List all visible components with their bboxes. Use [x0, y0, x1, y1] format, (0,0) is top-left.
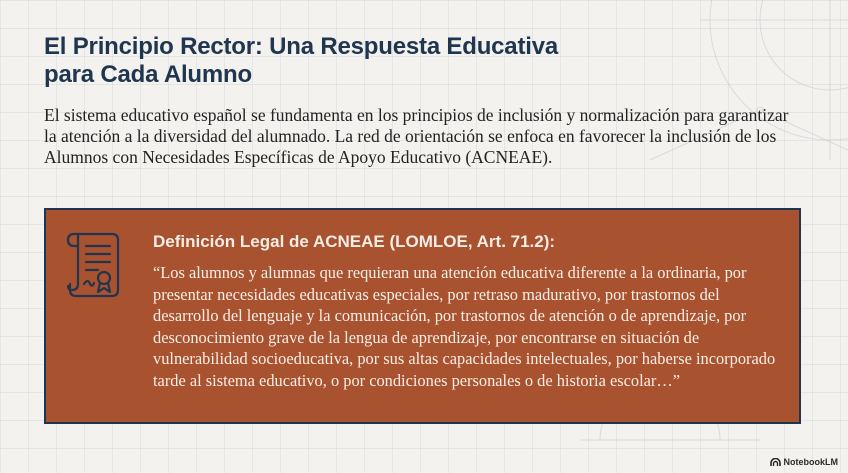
watermark-label: NotebookLM: [783, 457, 838, 467]
definition-heading: Definición Legal de ACNEAE (LOMLOE, Art. 71.2):: [153, 232, 556, 251]
slide-title-line-2: para Cada Alumno: [44, 61, 252, 88]
notebooklm-logo-icon: [770, 458, 781, 467]
definition-quote: “Los alumnos y alumnas que requieran una atención educativa diferente a la ordinaria, por presentar necesidades educativas especiales, por retraso madurativo, por trastornos del desarrollo del lenguaje y la comunicación, por trastornos de atención o de aprendizaje, por desconocimiento grave de la lengua de aprendizaje, por encontrarse en situación de vulnerabilidad socioeducativa, por sus altas capacidades intelectuales, por haberse incorporado tarde al sistema educativo, o por condiciones personales o de historia escolar…”: [153, 263, 776, 390]
notebooklm-watermark: [770, 457, 839, 467]
slide-title-line-1: El Principio Rector: Una Respuesta Educativa: [44, 33, 559, 60]
slide-title: [44, 33, 684, 89]
definition-card: [44, 208, 801, 424]
legal-document-icon: [64, 228, 122, 300]
intro-paragraph: El sistema educativo español se fundamenta en los principios de inclusión y normalización para garantizar la atención a la diversidad del alumnado. La red de orientación se enfoca en favorecer la inclusión de los Alumnos con Necesidades Específicas de Apoyo Educativo (ACNEAE).: [44, 105, 789, 167]
